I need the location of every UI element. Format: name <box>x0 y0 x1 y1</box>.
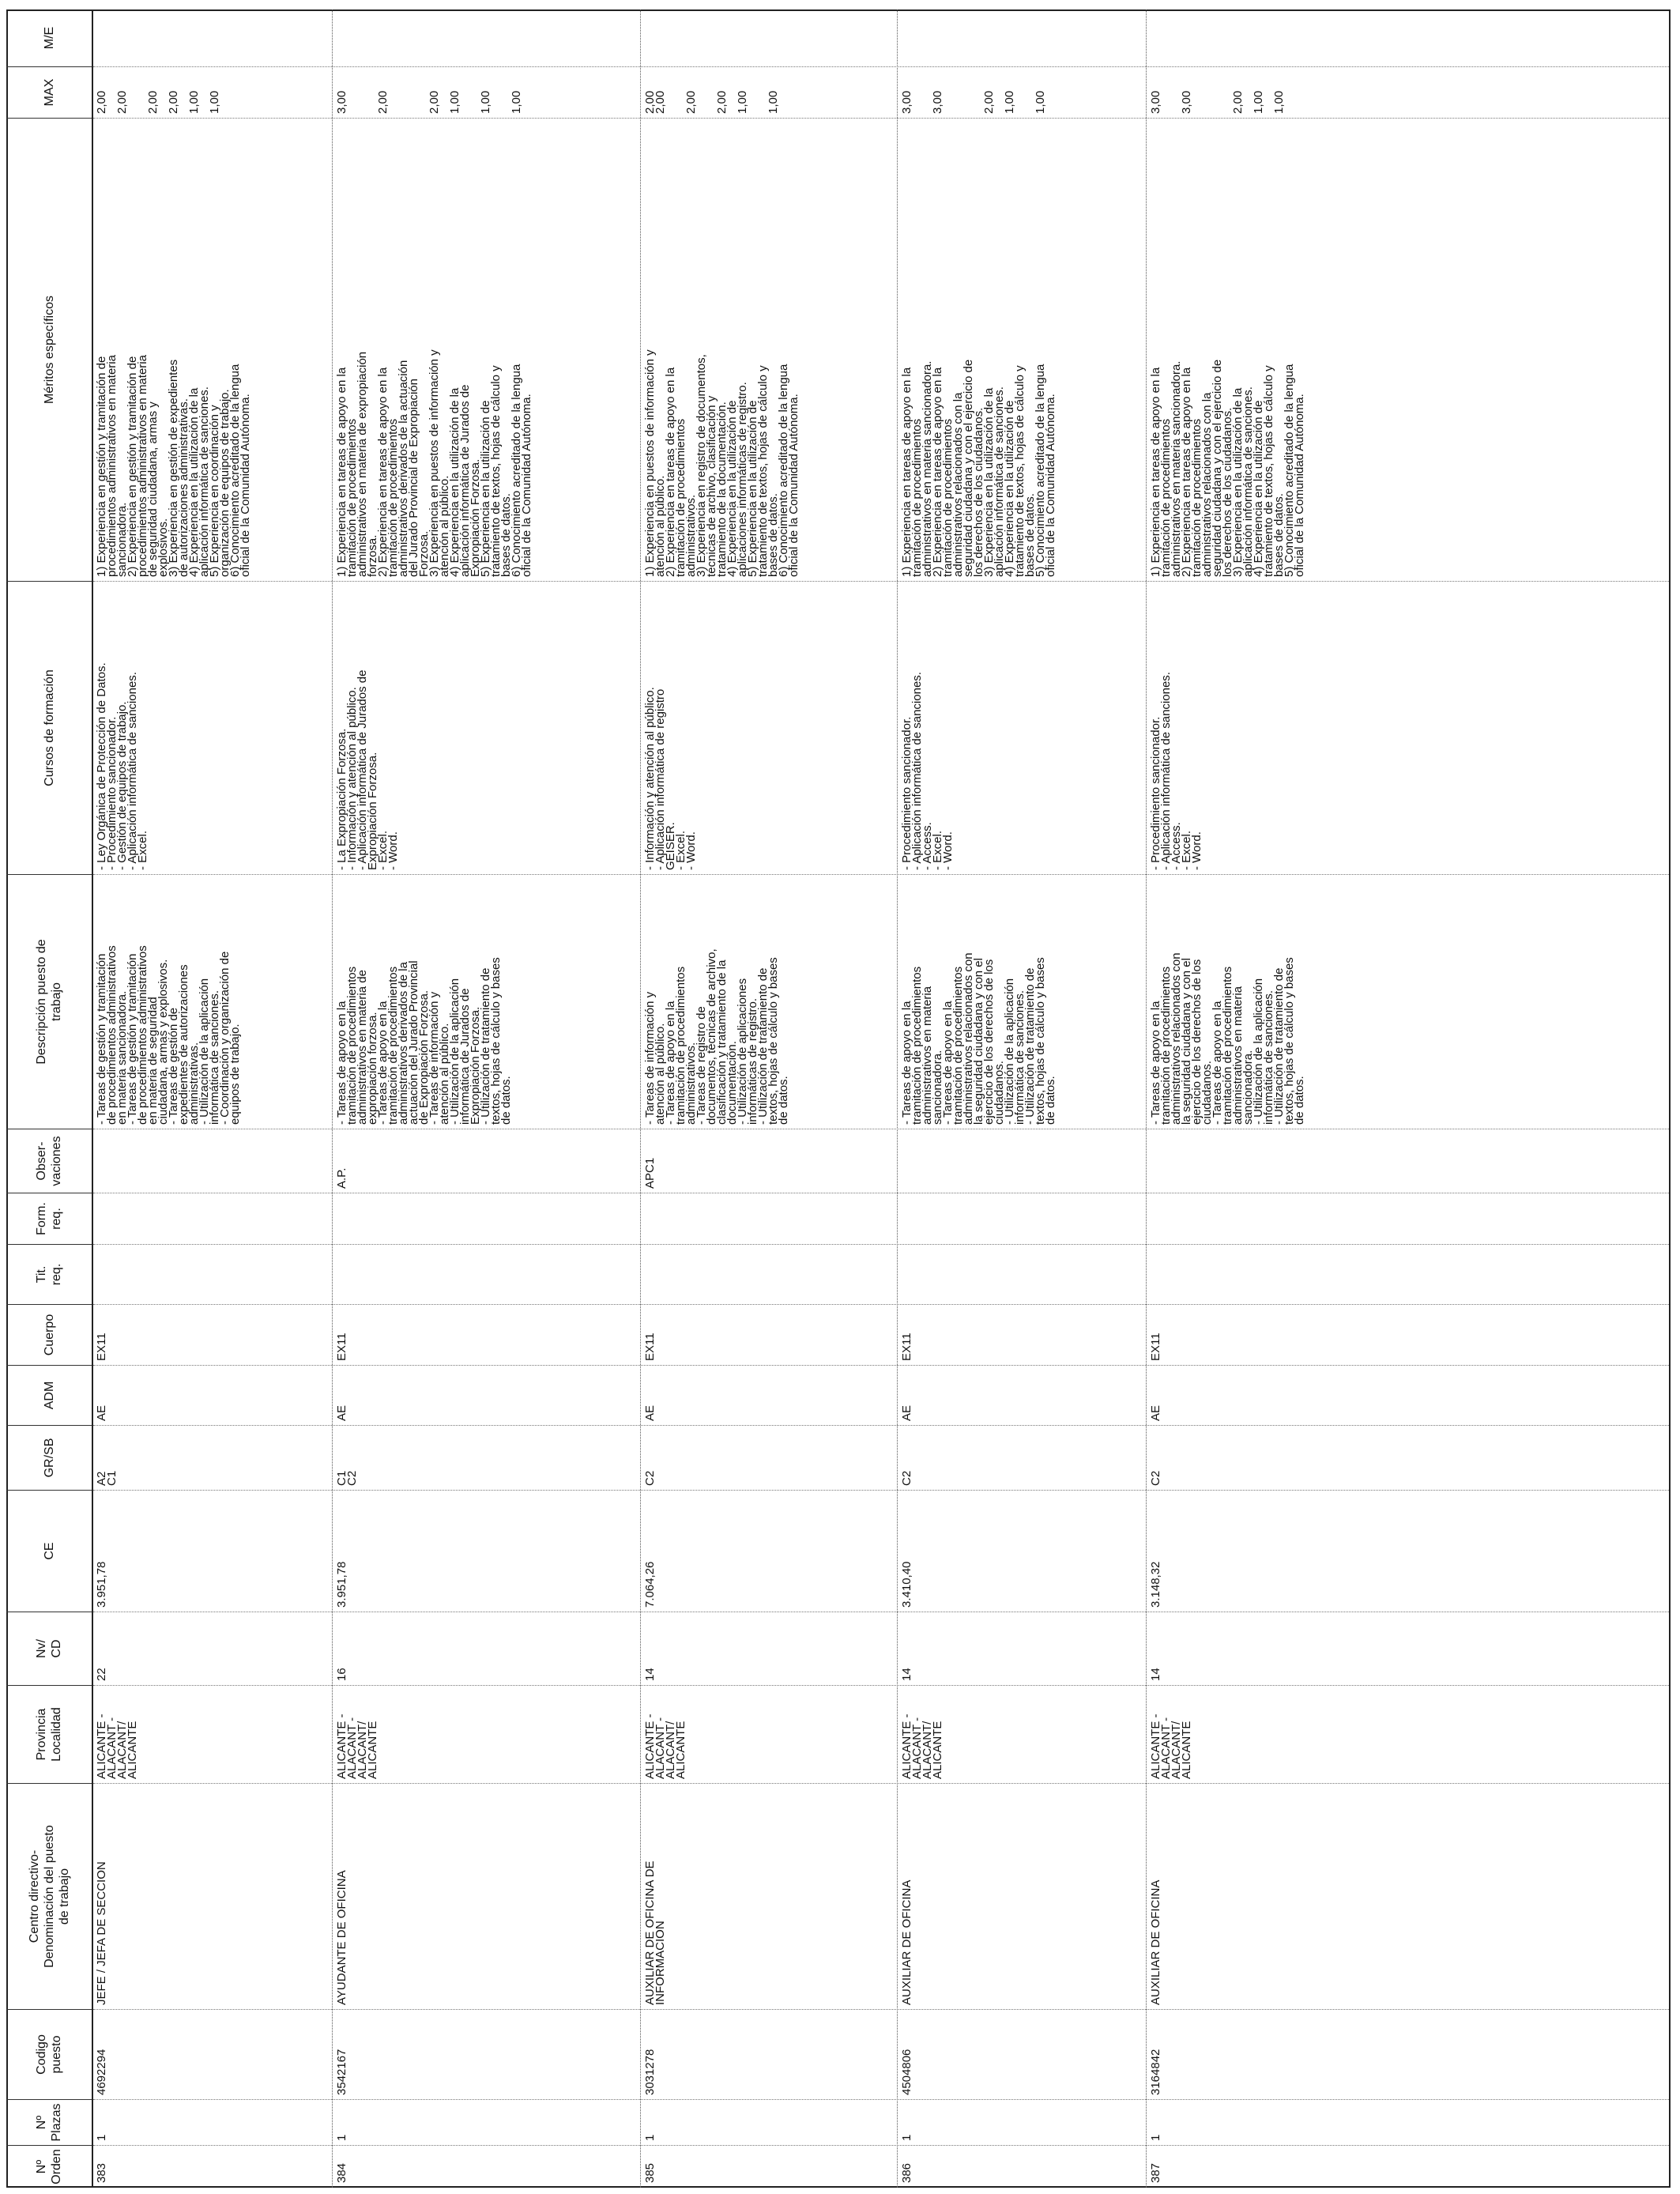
cell-titulacion <box>642 1245 895 1305</box>
cell-provincia: ALICANTE - ALACANT - ALACANT/ ALICANTE <box>900 1713 944 1779</box>
cell-plazas: 1 <box>1149 2134 1162 2141</box>
cell-centro: AUXILIAR DE OFICINA <box>900 1879 913 2005</box>
header-centro: Centro directivo- Denominación del puesto de trabajo <box>6 1784 92 2010</box>
cell-cursos: - Información y atención al público. - Aplicación informática de registro GEISER. - Excel. - Word. <box>643 687 698 870</box>
cell-max: 3,00 2,00 2,00 1,00 1,00 1,00 <box>335 90 523 114</box>
cell-provincia: ALICANTE - ALACANT - ALACANT/ ALICANTE <box>1149 1713 1193 1779</box>
cell-orden: 384 <box>335 2162 348 2183</box>
cell-adm: AE <box>95 1404 108 1421</box>
cell-cursos: - Procedimiento sancionador. - Aplicación informática de sanciones. - Access. - Excel. - Word. <box>1149 672 1203 870</box>
cell-adm: AE <box>900 1404 913 1421</box>
header-grupo: GR/SB <box>6 1426 92 1491</box>
cell-grupo: C1 C2 <box>335 1470 359 1486</box>
cell-codigo: 4504806 <box>900 2049 913 2095</box>
cell-cursos: - Procedimiento sancionador. - Aplicación informática de sanciones. - Access. - Excel. - Word. <box>900 672 955 870</box>
cell-titulacion <box>333 1245 638 1305</box>
header-nivel: Nv/ CD <box>6 1612 92 1686</box>
header-me: M/E <box>6 9 92 67</box>
header-orden: Nº Orden <box>35 2149 63 2185</box>
cell-max: 2,00 2,00 2,00 2,00 1,00 1,00 <box>643 90 780 114</box>
cell-adm: AE <box>335 1404 348 1421</box>
cell-meritos: 1) Experiencia en puestos de información y atención al público. 2) Experiencia en tareas de apoyo en la tramitación de procedimientos administrativos. 3) Experiencia en registro de documentos, técnicas de archivo, clasificación y tratamiento de la documentación. 4) Experiencia en la utilización de aplicaciones informáticas de registro. 5) Experiencia en la utilización de tratamiento de textos, hojas de cálculo y bases de datos. 6) Conocimiento acreditado de la lengua oficial de la Comunidad Autónoma. <box>643 349 800 577</box>
cell-centro: AUXILIAR DE OFICINA <box>1149 1879 1162 2005</box>
cell-descripcion: - Tareas de apoyo en la tramitación de procedimientos administrativos relacionados con la seguridad ciudadana y con el ejercicio de los derechos de los ciudadanos. - Tareas de apoyo en la tramitación de procedimientos administrativos en materia sancionadora. - Utilización de la aplicación informática de sanciones. - Utilización de tratamiento de textos, hojas de cálculo y bases de datos. <box>1149 952 1306 1125</box>
cell-formacion <box>93 1193 330 1245</box>
cell-formacion <box>333 1193 638 1245</box>
header-provincia: Provincia Localidad <box>6 1686 92 1784</box>
cell-titulacion <box>93 1245 330 1305</box>
cell-plazas: 1 <box>95 2134 108 2141</box>
header-cuerpo: Cuerpo <box>6 1305 92 1366</box>
cell-orden: 383 <box>95 2162 108 2183</box>
cell-descripcion: - Tareas de información y atención al público. - Tareas de apoyo en la tramitación de procedimientos administrativos. - Tareas de registro de documentos, técnicas de archivo, clasificación y tratamiento de la documentación. - Utilización de aplicaciones informáticas de registro. - Utilización de tratamiento de textos, hojas de cálculo y bases de datos. <box>643 948 790 1125</box>
cell-codigo: 4692294 <box>95 2049 108 2095</box>
header-observaciones: Obser- vaciones <box>6 1129 92 1193</box>
cell-nivel: 16 <box>335 1668 348 1681</box>
cell-observaciones <box>1147 1129 1400 1193</box>
cell-plazas: 1 <box>643 2134 657 2141</box>
cell-titulacion <box>1147 1245 1400 1305</box>
cell-plazas: 1 <box>900 2134 913 2141</box>
cell-ce: 3.148,32 <box>1149 1561 1162 1608</box>
cell-descripcion: - Tareas de gestión y tramitación de procedimientos administrativos en materia sancionadora. - Tareas de gestión y tramitación de procedimientos administrativos en materia de seguridad ciudadana, armas y explosivos. - Tareas de gestión de expedientes de autorizaciones administrativas. - Utilización de la aplicación informática de sanciones. - Coordinación y organización de equipos de trabajo. <box>95 945 242 1125</box>
cell-cuerpo: EX11 <box>95 1333 108 1361</box>
cell-observaciones <box>93 1129 330 1193</box>
cell-formacion <box>898 1193 1144 1245</box>
header-ce: CE <box>6 1491 92 1612</box>
cell-grupo: A2 C1 <box>95 1470 119 1486</box>
header-codigo: Codigo puesto <box>6 2010 92 2100</box>
cell-provincia: ALICANTE - ALACANT - ALACANT/ ALICANTE <box>643 1713 687 1779</box>
cell-provincia: ALICANTE - ALACANT - ALACANT/ ALICANTE <box>335 1713 379 1779</box>
cell-centro: AYUDANTE DE OFICINA <box>335 1870 348 2005</box>
header-meritos: Méritos específicos <box>6 119 92 582</box>
cell-titulacion <box>898 1245 1144 1305</box>
row-divider <box>897 9 898 2188</box>
cell-orden: 385 <box>643 2162 657 2183</box>
cell-formacion <box>642 1193 895 1245</box>
cell-cuerpo: EX11 <box>900 1333 913 1361</box>
cell-codigo: 3164842 <box>1149 2049 1162 2095</box>
cell-formacion <box>1147 1193 1400 1245</box>
cell-orden: 386 <box>900 2162 913 2183</box>
cell-nivel: 14 <box>900 1668 913 1681</box>
cell-grupo: C2 <box>643 1470 657 1486</box>
header-adm: ADM <box>6 1366 92 1426</box>
row-divider <box>1146 9 1147 2188</box>
header-max: MAX <box>6 67 92 119</box>
cell-meritos: 1) Experiencia en tareas de apoyo en la tramitación de procedimientos administrativos en materia sancionadora. 2) Experiencia en tareas de apoyo en la tramitación de procedimientos administrativos relacionados con la seguridad ciudadana y con el ejercicio de los derechos de los ciudadanos. 3) Experiencia en la utilización de la aplicación informática de sanciones. 4) Experiencia en la utilización de tratamiento de textos, hojas de cálculo y bases de datos. 5) Conocimiento acreditado de la lengua oficial de la Comunidad Autónoma. <box>900 359 1057 577</box>
header-cursos: Cursos de formación <box>6 582 92 875</box>
cell-provincia: ALICANTE - ALACANT - ALACANT/ ALICANTE <box>95 1713 139 1779</box>
cell-cuerpo: EX11 <box>1149 1333 1162 1361</box>
row-divider <box>332 9 333 2188</box>
cell-descripcion: - Tareas de apoyo en la tramitación de procedimientos administrativos en materia sancionadora. - Tareas de apoyo en la tramitación de procedimientos administrativos relacionados con la seguridad ciudadana y con el ejercicio de los derechos de los ciudadanos. - Utilización de la aplicación informática de sanciones. - Utilización de tratamiento de textos, hojas de cálculo y bases de datos. <box>900 952 1057 1125</box>
row-divider <box>640 9 641 2188</box>
cell-cuerpo: EX11 <box>335 1333 348 1361</box>
cell-grupo: C2 <box>900 1470 913 1486</box>
cell-descripcion: - Tareas de apoyo en la tramitación de procedimientos administrativos en materia de expropiación forzosa. - Tareas de apoyo en la tramitación de procedimientos administrativos derivados de la actuación del Jurado Provincial de Expropiación Forzosa. - Tareas de información y atención al público. - Utilización de la aplicación informática de Jurados de Expropiación Forzosa. - Utilización de tratamiento de textos, hojas de cálculo y bases de datos. <box>335 957 513 1125</box>
cell-meritos: 1) Experiencia en gestión y tramitación de procedimientos administrativos en materia sancionadora. 2) Experiencia en gestión y tramitación de procedimientos administrativos en materia de seguridad ciudadana, armas y explosivos. 3) Experiencia en gestión de expedientes de autorizaciones administrativas. 4) Experiencia en la utilización de la aplicación informática de sanciones. 5) Experiencia en coordinación y organización de equipos de trabajo. 6) Conocimiento acreditado de la lengua oficial de la Comunidad Autónoma. <box>95 355 252 577</box>
cell-observaciones: A.P. <box>335 1167 348 1189</box>
header-formacion: Form. req. <box>6 1193 92 1245</box>
cell-max: 2,00 2,00 2,00 2,00 1,00 1,00 <box>95 90 221 114</box>
cell-ce: 3.951,78 <box>335 1561 348 1608</box>
header-descripcion: Descripción puesto de trabajo <box>6 875 92 1129</box>
cell-codigo: 3031278 <box>643 2049 657 2095</box>
cell-cuerpo: EX11 <box>643 1333 657 1361</box>
cell-cursos: - La Expropiación Forzosa. - Información y atención al público. - Aplicación informática de Jurados de Expropiación Forzosa. - Excel. - Word. <box>335 669 400 870</box>
cell-observaciones <box>898 1129 1144 1193</box>
cell-meritos: 1) Experiencia en tareas de apoyo en la tramitación de procedimientos administrativos en materia de expropiación forzosa. 2) Experiencia en tareas de apoyo en la tramitación de procedimientos administrativos derivados de la actuación del Jurado Provincial de Expropiación Forzosa. 3) Experiencia en puestos de información y atención al público. 4) Experiencia en la utilización de la aplicación informática de Jurados de Expropiación Forzosa. 5) Experiencia en la utilización de tratamiento de textos, hojas de cálculo y bases de datos. 6) Conocimiento acreditado de la lengua oficial de la Comunidad Autónoma. <box>335 349 533 577</box>
cell-cursos: - Ley Orgánica de Protección de Datos. - Procedimiento sancionador. - Gestión de equipos de trabajo. - Aplicación informática de sanciones. - Excel. <box>95 662 149 870</box>
cell-ce: 7.064,26 <box>643 1561 657 1608</box>
cell-nivel: 22 <box>95 1668 108 1681</box>
cell-orden: 387 <box>1149 2162 1162 2183</box>
cell-adm: AE <box>643 1404 657 1421</box>
cell-observaciones: APC1 <box>643 1157 657 1189</box>
cell-adm: AE <box>1149 1404 1162 1421</box>
cell-meritos: 1) Experiencia en tareas de apoyo en la tramitación de procedimientos administrativos en materia sancionadora. 2) Experiencia en tareas de apoyo en la tramitación de procedimientos administrativos relacionados con la seguridad ciudadana y con el ejercicio de los derechos de los ciudadanos. 3) Experiencia en la utilización de la aplicación informática de sanciones. 4) Experiencia en la utilización de tratamiento de textos, hojas de cálculo y bases de datos. 5) Conocimiento acreditado de la lengua oficial de la Comunidad Autónoma. <box>1149 359 1306 577</box>
cell-ce: 3.951,78 <box>95 1561 108 1608</box>
cell-ce: 3.410,40 <box>900 1561 913 1608</box>
cell-nivel: 14 <box>1149 1668 1162 1681</box>
cell-max: 3,00 3,00 2,00 1,00 1,00 <box>1149 90 1286 114</box>
cell-nivel: 14 <box>643 1668 657 1681</box>
cell-plazas: 1 <box>335 2134 348 2141</box>
cell-centro: JEFE / JEFA DE SECCION <box>95 1861 108 2005</box>
cell-max: 3,00 3,00 2,00 1,00 1,00 <box>900 90 1047 114</box>
cell-codigo: 3542167 <box>335 2049 348 2095</box>
cell-grupo: C2 <box>1149 1470 1162 1486</box>
header-plazas: Nº Plazas <box>6 2100 92 2146</box>
cell-centro: AUXILIAR DE OFICINA DE INFORMACION <box>643 1860 667 2005</box>
header-titulacion: Tit. req. <box>6 1245 92 1305</box>
